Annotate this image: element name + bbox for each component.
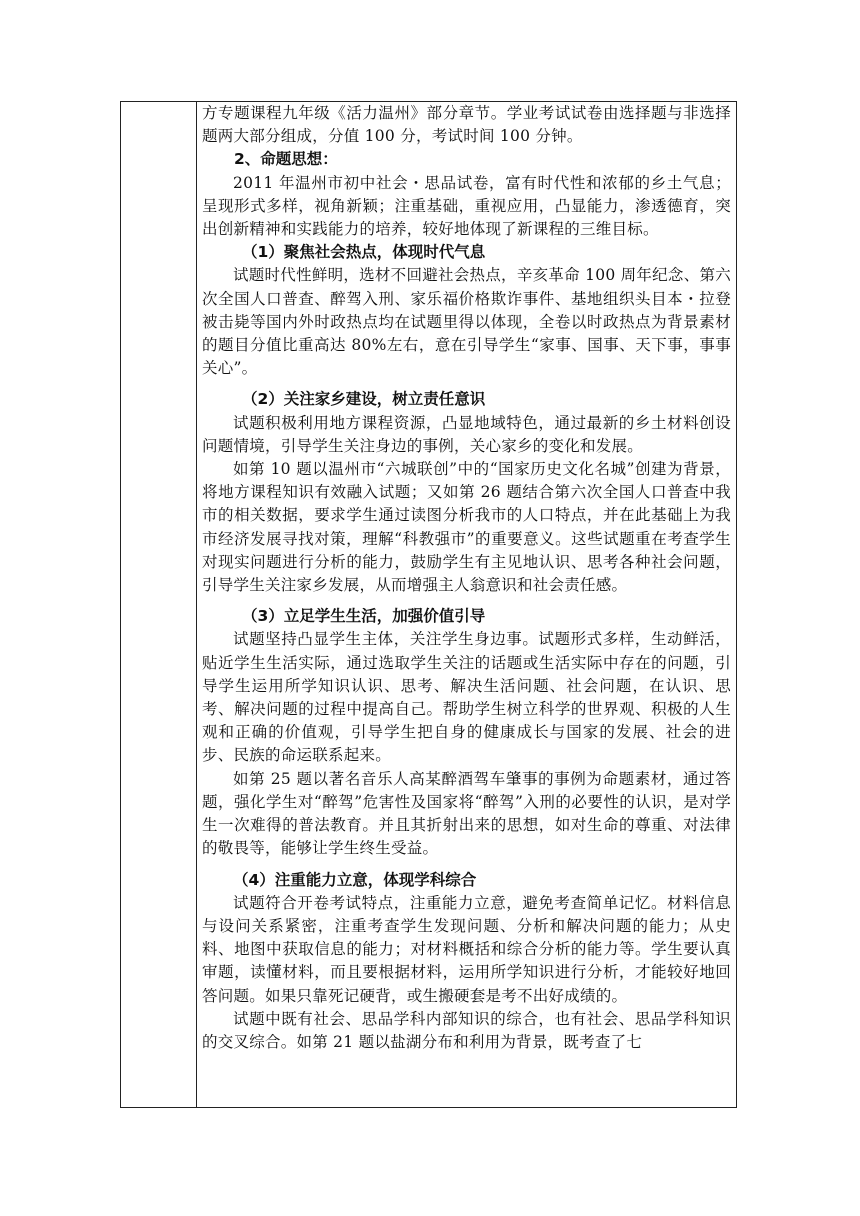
paragraph: 2011 年温州市初中社会・思品试卷，富有时代性和浓郁的乡土气息；呈现形式多样，视角新颖；注重基础，重视应用，凸显能力，渗透德育，突出创新精神和实践能力的培养，较好地体现了新课程的三维目标。 — [202, 173, 731, 239]
paragraph: 试题积极利用地方课程资源，凸显地域特色，通过最新的乡土材料创设问题情境，引导学生关注身边的事例，关心家乡的变化和发展。 — [202, 413, 731, 455]
paragraph: 如第 25 题以著名音乐人高某醉酒驾车肇事的事例为命题素材，通过答题，强化学生对“醉驾”危害性及国家将“醉驾”入刑的必要性的认识，是对学生一次难得的普法教育。并且其折射出来的思想，如对生命的尊重、对法律的敬畏等，能够让学生终生受益。 — [202, 769, 731, 858]
heading-section-3: （3）立足学生生活，加强价值引导 — [242, 607, 486, 626]
paragraph: 试题坚持凸显学生主体，关注学生身边事。试题形式多样，生动鲜活，贴近学生生活实际，通过选取学生关注的话题或生活实际中存在的问题，引导学生运用所学知识认识、思考、解决生活问题、社会问题，在认识、思考、解决问题的过程中提高自己。帮助学生树立科学的世界观、积极的人生观和正确的价值观，引导学生把自身的健康成长与国家的发展、社会的进步、民族的命运联系起来。 — [202, 630, 731, 765]
table-left-column — [121, 102, 197, 1107]
heading-ming-ti-si-xiang: 2、命题思想： — [234, 150, 338, 169]
document-table — [120, 101, 737, 1108]
paragraph: 试题中既有社会、思品学科内部知识的综合，也有社会、思品学科知识的交叉综合。如第 21 题以盐湖分布和利用为背景，既考查了七 — [202, 1009, 731, 1051]
heading-section-1: （1）聚焦社会热点，体现时代气息 — [242, 243, 486, 262]
table-content-cell — [198, 102, 736, 1107]
paragraph: 试题符合开卷考试特点，注重能力立意，避免考查简单记忆。材料信息与设问关系紧密，注重考查学生发现问题、分析和解决问题的能力；从史料、地图中获取信息的能力；对材料概括和综合分析的能力等。学生要认真审题，读懂材料，而且要根据材料，运用所学知识进行分析，才能较好地回答问题。如果只靠死记硬背，或生搬硬套是考不出好成绩的。 — [202, 893, 731, 1005]
paragraph: 方专题课程九年级《活力温州》部分章节。学业考试试卷由选择题与非选择题两大部分组成，分值 100 分，考试时间 100 分钟。 — [202, 104, 731, 146]
heading-section-2: （2）关注家乡建设，树立责任意识 — [242, 390, 486, 409]
heading-section-4: （4）注重能力立意，体现学科综合 — [233, 870, 477, 889]
paragraph: 如第 10 题以温州市“六城联创”中的“国家历史文化名城”创建为背景，将地方课程知识有效融入试题；又如第 26 题结合第六次全国人口普查中我市的相关数据，要求学生通过读图分析我市的人口特点，并在此基础上为我市经济发展寻找对策，理解“科教强市”的重要意义。这些试题重在考查学生对现实问题进行分析的能力，鼓励学生有主见地认识、思考各种社会问题，引导学生关注家乡发展，从而增强主人翁意识和社会责任感。 — [202, 460, 731, 595]
paragraph: 试题时代性鲜明，选材不回避社会热点，辛亥革命 100 周年纪念、第六次全国人口普查、醉驾入刑、家乐福价格欺诈事件、基地组织头目本・拉登被击毙等国内外时政热点均在试题里得以体现，全卷以时政热点为背景素材的题目分值比重高达 80%左右，意在引导学生“家事、国事、天下事，事事关心”。 — [202, 266, 731, 378]
